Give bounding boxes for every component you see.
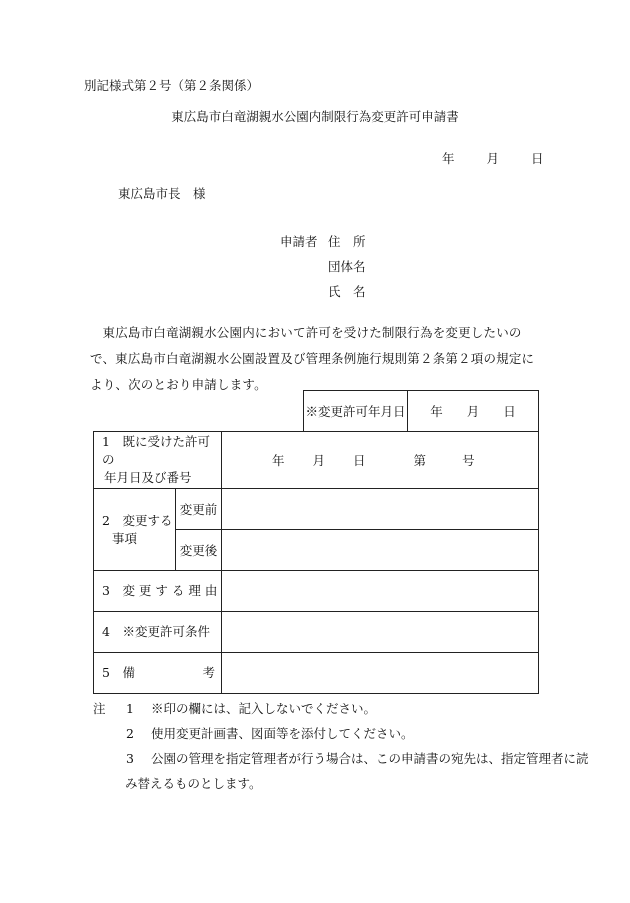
applicant-organization-label: 団体名 — [328, 259, 366, 274]
note-3: 公園の管理を指定管理者が行う場合は、この申請書の宛先は、指定管理者に読 — [151, 751, 589, 766]
notes-mark: 注 — [93, 701, 106, 716]
notes: 注 1 ※印の欄には、記入しないでください。 2 使用変更計画書、図面等を添付してください。 3 公園の管理を指定管理者が行う場合は、この申請書の宛先は、指定管理者に読 み替えるものとします。 — [93, 696, 589, 796]
application-form-table — [93, 390, 539, 694]
prior-permit-label: 1 既に受けた許可の 年月日及び番号 — [94, 432, 222, 489]
date-month: 月 — [486, 151, 500, 166]
after-change-label: 変更後 — [176, 530, 222, 571]
change-permit-date-label: ※変更許可年月日 — [304, 391, 408, 432]
applicant-block — [280, 229, 368, 304]
applicant-label: 申請者 — [280, 234, 318, 249]
note-3-continued: み替えるものとします。 — [125, 776, 262, 791]
change-permit-date-cell: 年 月 日 — [408, 391, 539, 432]
after-change-value — [222, 530, 539, 571]
application-body-text: 東広島市白竜湖親水公園内において許可を受けた制限行為を変更したいので、東広島市白竜湖親水公園設置及び管理条例施行規則第２条第２項の規定により、次のとおり申請します。 — [90, 325, 535, 392]
form-number: 別記様式第２号（第２条関係） — [84, 78, 260, 93]
date-day: 日 — [531, 151, 544, 166]
addressee: 東広島市長 様 — [118, 186, 206, 201]
before-change-label: 変更前 — [176, 489, 222, 530]
prior-permit-value: 年 月 日 第 号 — [222, 432, 539, 489]
note-1: ※印の欄には、記入しないでください。 — [151, 701, 377, 716]
remarks-value — [222, 653, 539, 694]
before-change-value — [222, 489, 539, 530]
applicant-name-label: 氏 名 — [328, 284, 366, 299]
change-reason-value — [222, 571, 539, 612]
change-permit-conditions-value — [222, 612, 539, 653]
application-date — [442, 149, 544, 167]
date-year: 年 — [442, 151, 455, 166]
applicant-address-label: 住 所 — [328, 234, 366, 249]
change-items-label: 2 変更する 事項 — [94, 489, 176, 571]
note-2: 使用変更計画書、図面等を添付してください。 — [151, 726, 414, 741]
remarks-label: 5 備 考 — [94, 653, 222, 694]
change-reason-label: 3 変 更 す る 理 由 — [94, 571, 222, 612]
document-title: 東広島市白竜湖親水公園内制限行為変更許可申請書 — [171, 109, 459, 124]
change-permit-conditions-label: 4 ※変更許可条件 — [94, 612, 222, 653]
